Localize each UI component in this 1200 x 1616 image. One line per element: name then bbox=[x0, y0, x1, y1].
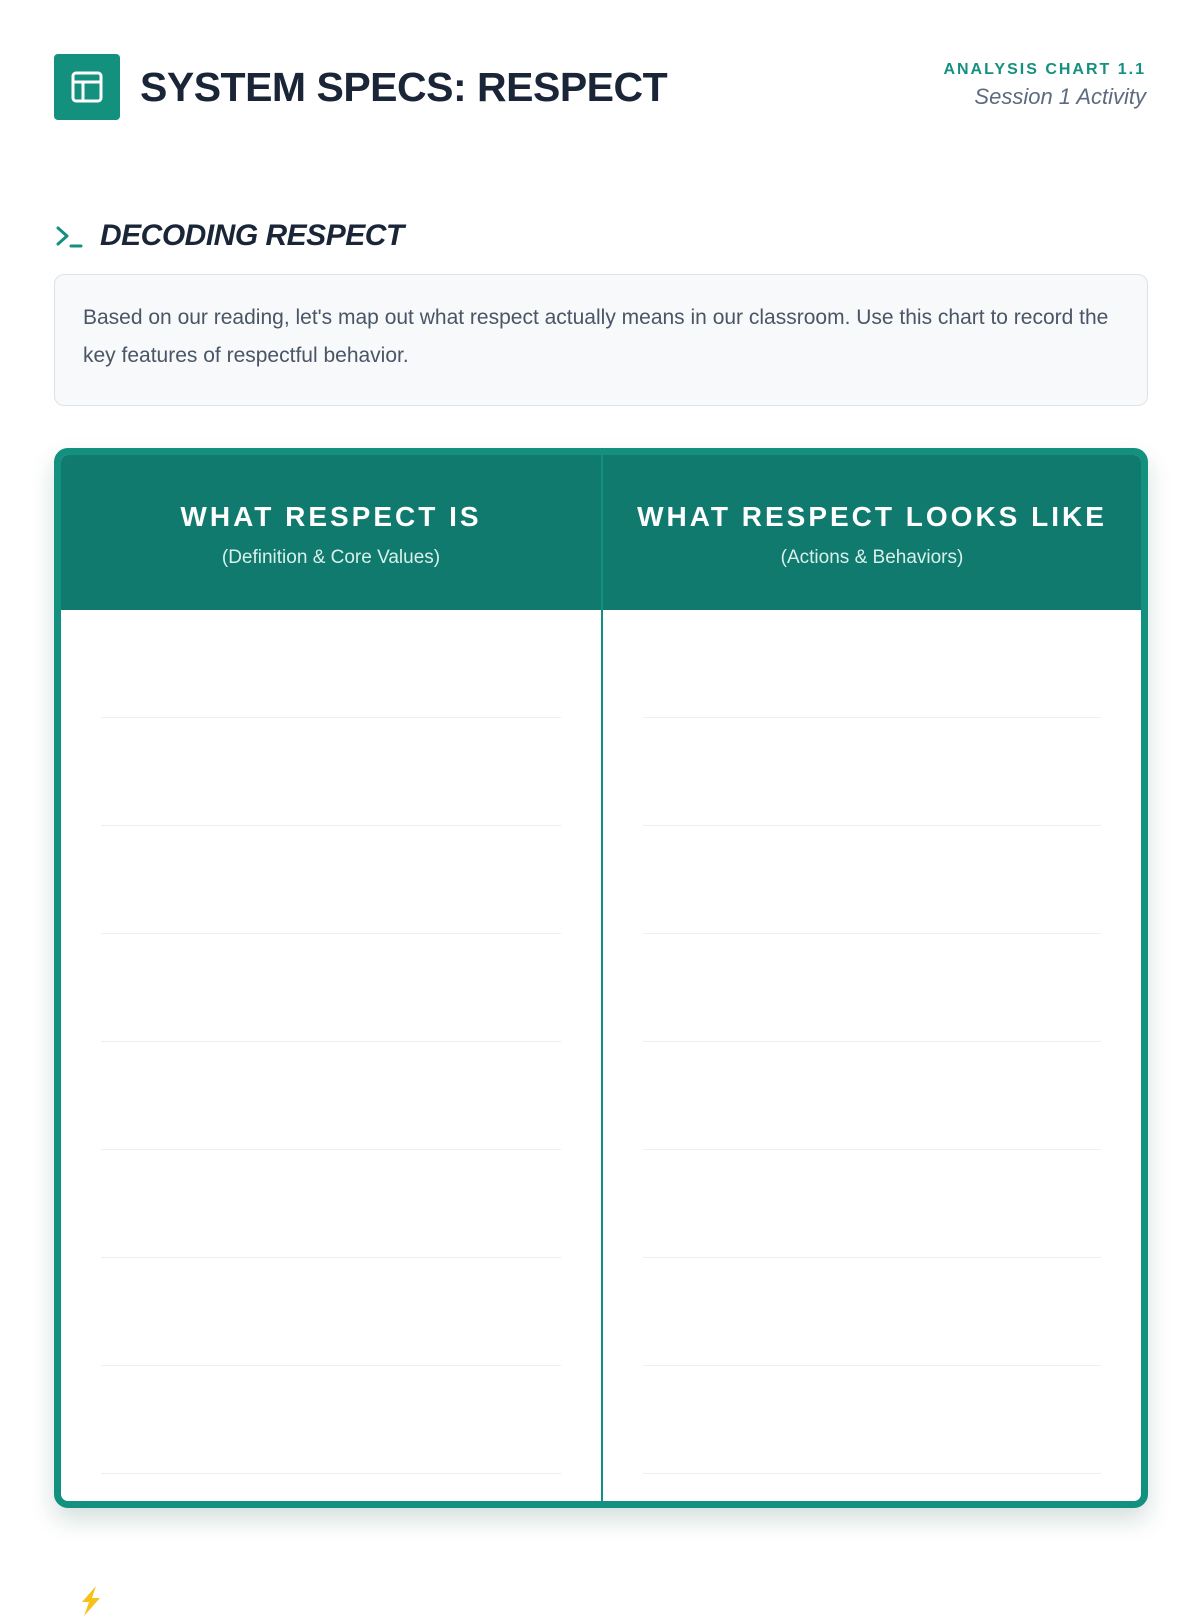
writing-line[interactable] bbox=[643, 718, 1101, 826]
writing-line[interactable] bbox=[101, 934, 561, 1042]
writing-line[interactable] bbox=[101, 1366, 561, 1474]
writing-line[interactable] bbox=[101, 1258, 561, 1366]
column-writing-area[interactable] bbox=[61, 610, 601, 1474]
writing-line[interactable] bbox=[101, 1150, 561, 1258]
column-writing-area[interactable] bbox=[603, 610, 1141, 1474]
column-header bbox=[61, 455, 601, 610]
page-title: SYSTEM SPECS: RESPECT bbox=[140, 64, 668, 110]
writing-line[interactable] bbox=[643, 1042, 1101, 1150]
writing-line[interactable] bbox=[643, 1366, 1101, 1474]
writing-line[interactable] bbox=[643, 1150, 1101, 1258]
writing-line[interactable] bbox=[101, 826, 561, 934]
column-what-respect-is bbox=[61, 455, 601, 1501]
terminal-prompt-icon bbox=[54, 222, 84, 250]
column-what-respect-looks-like bbox=[601, 455, 1141, 1501]
column-subtitle: (Definition & Core Values) bbox=[221, 546, 441, 568]
analysis-chart bbox=[54, 448, 1148, 1508]
session-label: Session 1 Activity bbox=[974, 84, 1146, 109]
page-header bbox=[54, 54, 1146, 120]
column-header bbox=[603, 455, 1141, 610]
writing-line[interactable] bbox=[101, 718, 561, 826]
lightning-bolt-icon bbox=[74, 1586, 104, 1616]
writing-line[interactable] bbox=[101, 610, 561, 718]
writing-line[interactable] bbox=[643, 610, 1101, 718]
column-subtitle: (Actions & Behaviors) bbox=[780, 546, 964, 568]
layout-icon bbox=[54, 54, 120, 120]
column-title: WHAT RESPECT LOOKS LIKE bbox=[637, 500, 1107, 532]
column-title: WHAT RESPECT IS bbox=[180, 500, 482, 532]
writing-line[interactable] bbox=[101, 1042, 561, 1150]
chart-meta bbox=[943, 60, 1146, 112]
chart-code: ANALYSIS CHART 1.1 bbox=[943, 61, 1146, 78]
writing-line[interactable] bbox=[643, 826, 1101, 934]
writing-line[interactable] bbox=[643, 1258, 1101, 1366]
writing-line[interactable] bbox=[643, 934, 1101, 1042]
section-heading bbox=[54, 216, 404, 256]
section-title: DECODING RESPECT bbox=[100, 219, 404, 252]
intro-box bbox=[54, 274, 1148, 406]
intro-text: Based on our reading, let's map out what respect actually means in our classroom. Use this chart to record the key features of respectful behavior. bbox=[83, 306, 1109, 367]
